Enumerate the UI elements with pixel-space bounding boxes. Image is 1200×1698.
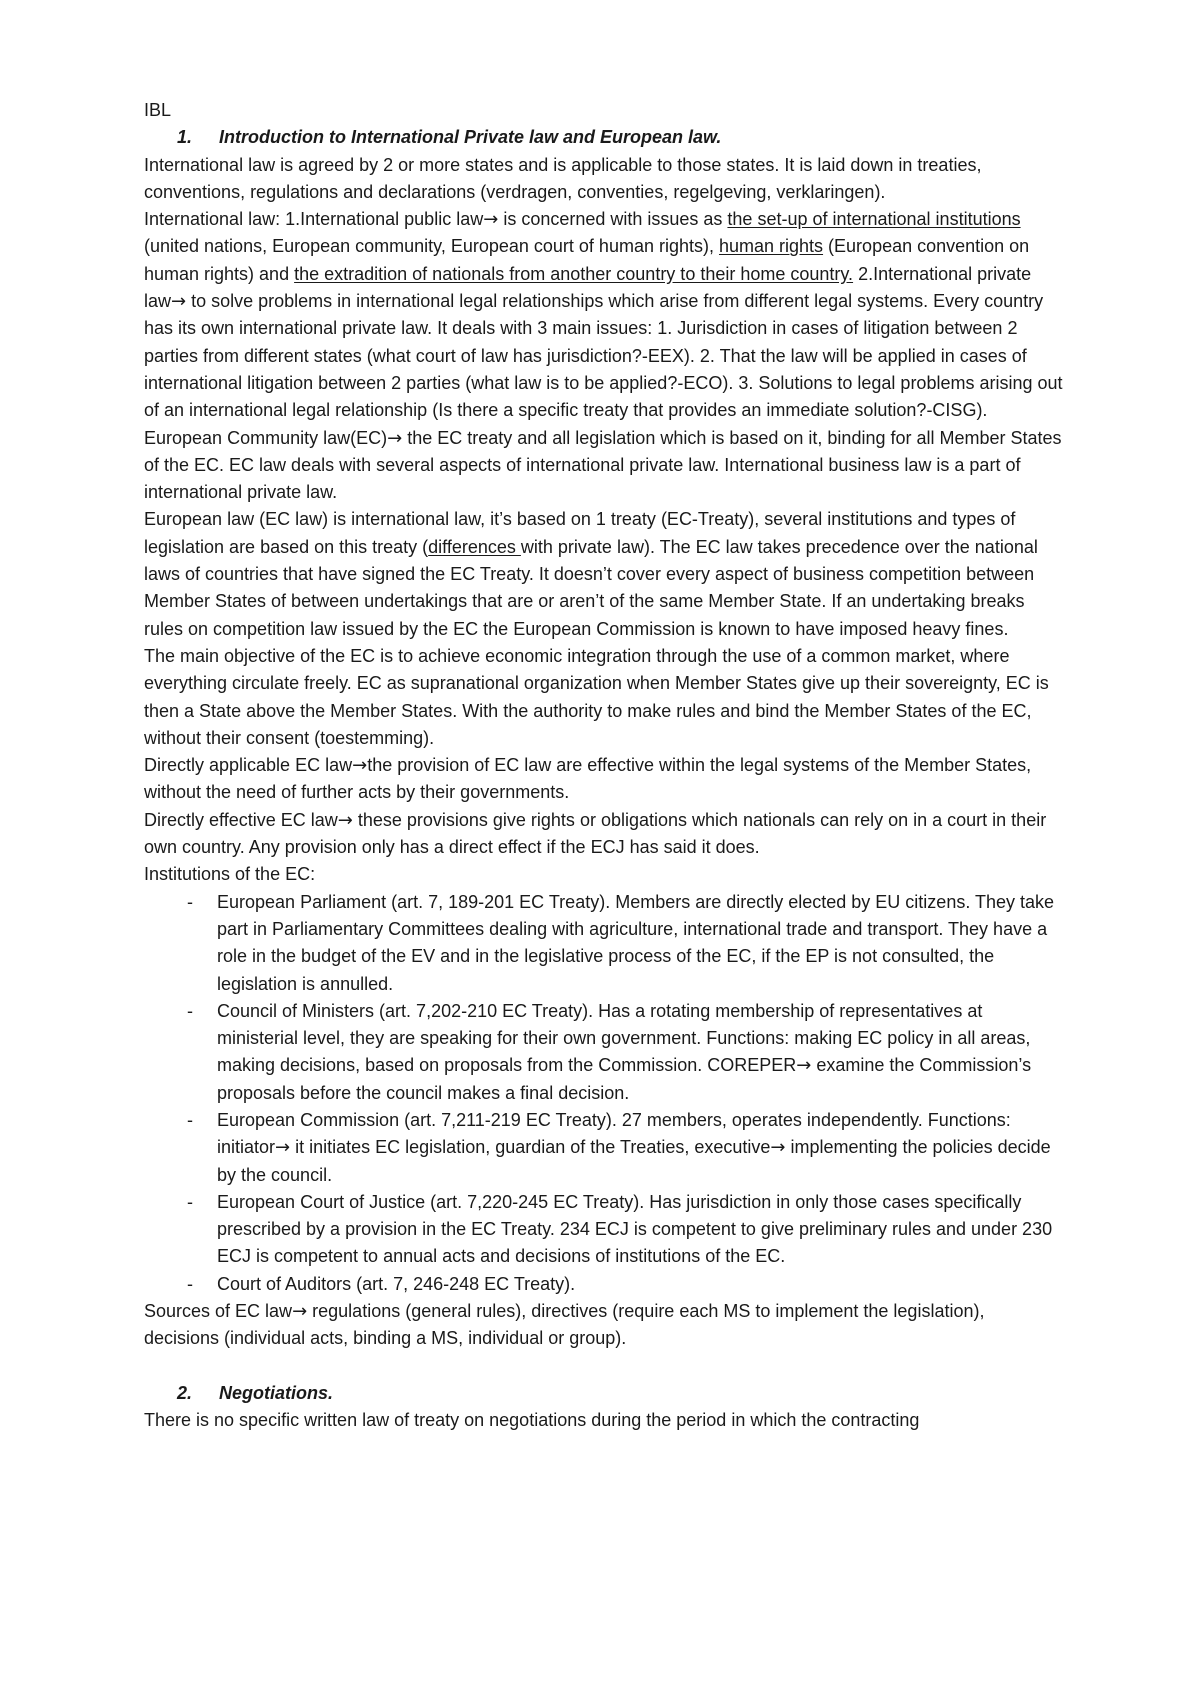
- paragraph-international-law: International law is agreed by 2 or more states and is applicable to those states. It is laid down in treaties, conventions, regulations and declarations (verdragen, conventies, regelgeving, verklaringen).: [144, 154, 982, 202]
- text-run: it initiates EC legislation, guardian of the Treaties, executive: [290, 1137, 771, 1158]
- list-item-text: [217, 1107, 1064, 1189]
- paragraph-international-law-types: [144, 206, 1064, 506]
- text-run: to solve problems in international legal relationships which arise from different legal systems. Every country has its own international private law. It deals with 3 main issues: 1. Jurisdiction in cases of litigation between 2 parties from different states (what court of law has jurisdiction?-EEX). 2. That the law will be applied in cases of international litigation between 2 parties (what law is to be applied?-ECO). 3. Solutions to legal problems arising out of an international legal relationship (Is there a specific treaty that provides an immediate solution?-CISG). European Community law(EC): [144, 291, 1063, 448]
- list-item-european-parliament: [144, 889, 1064, 998]
- underlined-text: the extradition of nationals from another country to their home country.: [294, 263, 854, 284]
- underlined-text: human rights: [718, 236, 824, 257]
- bullet-dash: -: [187, 1000, 193, 1021]
- section-heading-2: [144, 1380, 1064, 1407]
- arrow-icon: →: [337, 809, 353, 831]
- underlined-text: differences: [428, 536, 521, 557]
- arrow-icon: →: [275, 1137, 291, 1159]
- institutions-heading: Institutions of the EC:: [144, 864, 316, 885]
- paragraph-directly-applicable: [144, 752, 1064, 807]
- section-title: Negotiations.: [219, 1382, 334, 1403]
- list-item-text: European Parliament (art. 7, 189-201 EC Treaty). Members are directly elected by EU citizens. They take part in Parliamentary Committees dealing with agriculture, international trade and transport. They have a role in the budget of the EV and in the legislative process of the EC, if the EP is not consulted, the legislation is annulled.: [217, 891, 1055, 994]
- document-body: [144, 97, 1064, 1435]
- paragraph-main-objective: The main objective of the EC is to achieve economic integration through the use of a common market, where everything circulate freely. EC as supranational organization when Member States give up their sovereignty, EC is then a State above the Member States. With the authority to make rules and bind the Member States of the EC, without their consent (toestemming).: [144, 645, 1049, 748]
- arrow-icon: →: [796, 1055, 812, 1077]
- arrow-icon: →: [352, 755, 368, 777]
- arrow-icon: →: [387, 427, 403, 449]
- text-run: regulations (general rules), directives (require each MS to implement the legislation), decisions (individual acts, binding a MS, individual or group).: [144, 1301, 985, 1349]
- paragraph-sources-of-law: [144, 1298, 1064, 1353]
- paragraph-european-law: [144, 506, 1064, 642]
- arrow-icon: →: [770, 1137, 786, 1159]
- text-run: with private law). The EC law takes precedence over the national laws of countries that have signed the EC Treaty. It doesn’t cover every aspect of business competition between Member States of between undertakings that are or aren’t of the same Member State. If an undertaking breaks rules on competition law issued by the EC the European Commission is known to have imposed heavy fines.: [144, 536, 1038, 639]
- section-title: Introduction to International Private law and European law.: [219, 127, 722, 148]
- text-run: Directly effective EC law: [144, 809, 338, 830]
- list-item-court-of-justice: [144, 1189, 1064, 1271]
- text-run: (united nations, European community, European court of human rights),: [144, 236, 719, 257]
- document-title: IBL: [144, 100, 172, 120]
- list-item-council-of-ministers: [144, 998, 1064, 1107]
- text-run: the EC treaty and all legislation which is based on it, binding for all Member States of the EC. EC law deals with several aspects of international private law. International business law is a part of international private law.: [144, 427, 1062, 503]
- text-run: implementing the policies decide by the council.: [217, 1137, 1051, 1185]
- text-run: Sources of EC law: [144, 1301, 293, 1322]
- bullet-dash: -: [187, 891, 193, 912]
- text-run: 2.International private law: [144, 263, 1032, 312]
- text-run: the provision of EC law are effective within the legal systems of the Member States, without the need of further acts by their governments.: [144, 755, 1032, 803]
- text-run: examine the Commission’s proposals before the council makes a final decision.: [217, 1055, 1032, 1103]
- paragraph-negotiations: There is no specific written law of treaty on negotiations during the period in which the contracting: [144, 1410, 920, 1431]
- text-run: Council of Ministers (art. 7,202-210 EC Treaty). Has a rotating membership of representatives at ministerial level, they are speaking for their own government. Functions: making EC policy in all areas, making decisions, based on proposals from the Commission. COREPER: [217, 1000, 1031, 1076]
- list-item-text: Court of Auditors (art. 7, 246-248 EC Treaty).: [217, 1273, 576, 1294]
- arrow-icon: →: [171, 291, 187, 313]
- text-run: European Commission (art. 7,211-219 EC Treaty). 27 members, operates independently. Functions: initiator: [217, 1109, 1011, 1158]
- bullet-dash: -: [187, 1273, 193, 1294]
- blank-line: [144, 1353, 1064, 1380]
- arrow-icon: →: [483, 209, 499, 231]
- bullet-dash: -: [187, 1191, 193, 1212]
- underlined-text: the set-up of international institutions: [727, 209, 1021, 230]
- text-run: (European convention on human rights) and: [144, 236, 1030, 284]
- list-item-court-of-auditors: [144, 1271, 1064, 1298]
- list-item-text: [217, 998, 1064, 1107]
- list-item-text: European Court of Justice (art. 7,220-245 EC Treaty). Has jurisdiction in only those cases specifically prescribed by a provision in the EC Treaty. 234 ECJ is competent to give preliminary rules and under 230 ECJ is competent to annual acts and decisions of institutions of the EC.: [217, 1191, 1053, 1267]
- section-number: 1.: [177, 127, 193, 148]
- text-run: European law (EC law) is international law, it’s based on 1 treaty (EC-Treaty), several institutions and types of legislation are based on this treaty (: [144, 509, 1016, 557]
- text-run: is concerned with issues as: [498, 209, 728, 230]
- text-run: Directly applicable EC law: [144, 755, 353, 776]
- arrow-icon: →: [292, 1301, 308, 1323]
- section-heading-1: [144, 124, 1064, 151]
- section-number: 2.: [177, 1382, 193, 1403]
- list-item-european-commission: [144, 1107, 1064, 1189]
- paragraph-directly-effective: [144, 807, 1064, 862]
- text-run: these provisions give rights or obligations which nationals can rely on in a court in their own country. Any provision only has a direct effect if the ECJ has said it does.: [144, 809, 1047, 858]
- bullet-dash: -: [187, 1109, 193, 1130]
- text-run: International law: 1.International public law: [144, 209, 484, 230]
